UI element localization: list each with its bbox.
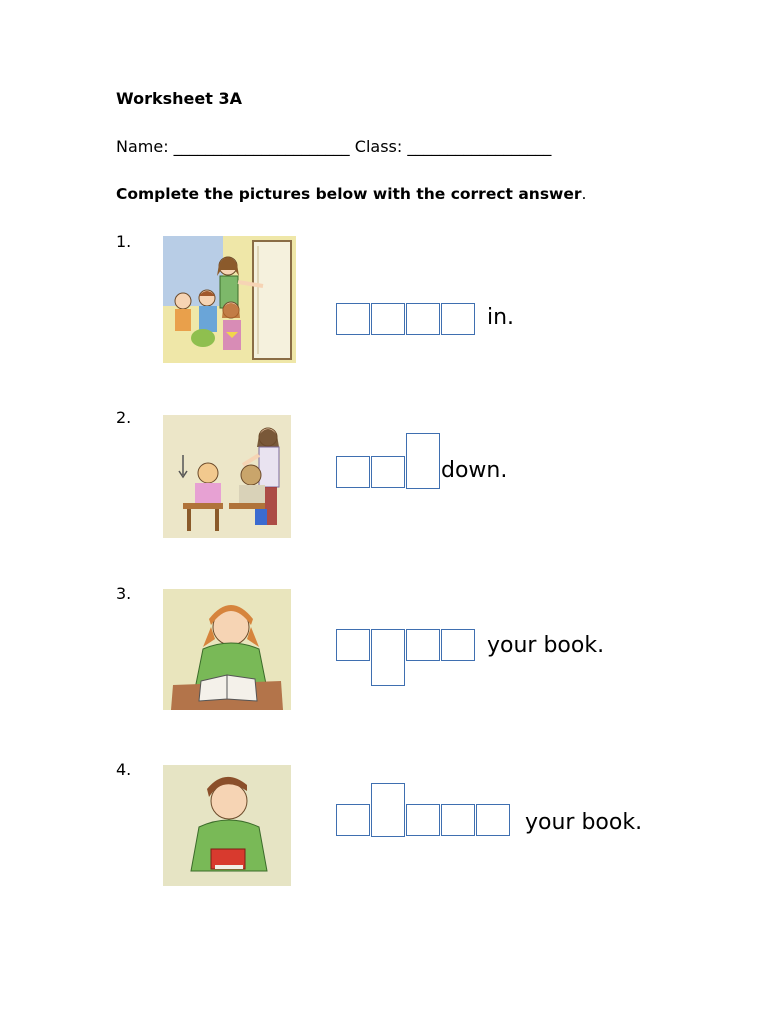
answer-box-3-3[interactable] (406, 629, 440, 661)
name-class-line: Name: ______________________ Class: __________________ (116, 137, 552, 156)
answer-box-1-1[interactable] (336, 303, 370, 335)
answer-box-2-3[interactable] (406, 433, 440, 489)
sentence-ending-2: down. (441, 458, 508, 483)
answer-box-4-4[interactable] (441, 804, 475, 836)
girl-reading-open-book-icon (163, 589, 291, 710)
question-number-3: 3. (116, 584, 132, 603)
instruction-period: . (581, 185, 587, 203)
answer-box-4-5[interactable] (476, 804, 510, 836)
answer-box-2-2[interactable] (371, 456, 405, 488)
answer-box-1-2[interactable] (371, 303, 405, 335)
answer-box-2-1[interactable] (336, 456, 370, 488)
sentence-ending-3: your book. (487, 633, 605, 658)
answer-box-3-2[interactable] (371, 629, 405, 686)
teacher-and-children-sitting-at-desks-icon (163, 415, 291, 538)
answer-box-1-4[interactable] (441, 303, 475, 335)
answer-box-4-1[interactable] (336, 804, 370, 836)
answer-box-3-4[interactable] (441, 629, 475, 661)
question-number-4: 4. (116, 760, 132, 779)
sentence-ending-1: in. (487, 305, 515, 330)
answer-box-1-3[interactable] (406, 303, 440, 335)
answer-box-3-1[interactable] (336, 629, 370, 661)
instruction-text: Complete the pictures below with the correct answer (116, 185, 582, 203)
worksheet-title: Worksheet 3A (116, 89, 242, 108)
sentence-ending-4: your book. (525, 810, 643, 835)
answer-box-4-3[interactable] (406, 804, 440, 836)
boy-closing-book-icon (163, 765, 291, 886)
question-number-1: 1. (116, 232, 132, 251)
question-number-2: 2. (116, 408, 132, 427)
instruction (116, 185, 586, 203)
answer-box-4-2[interactable] (371, 783, 405, 837)
teacher-at-door-with-children-icon (163, 236, 296, 363)
